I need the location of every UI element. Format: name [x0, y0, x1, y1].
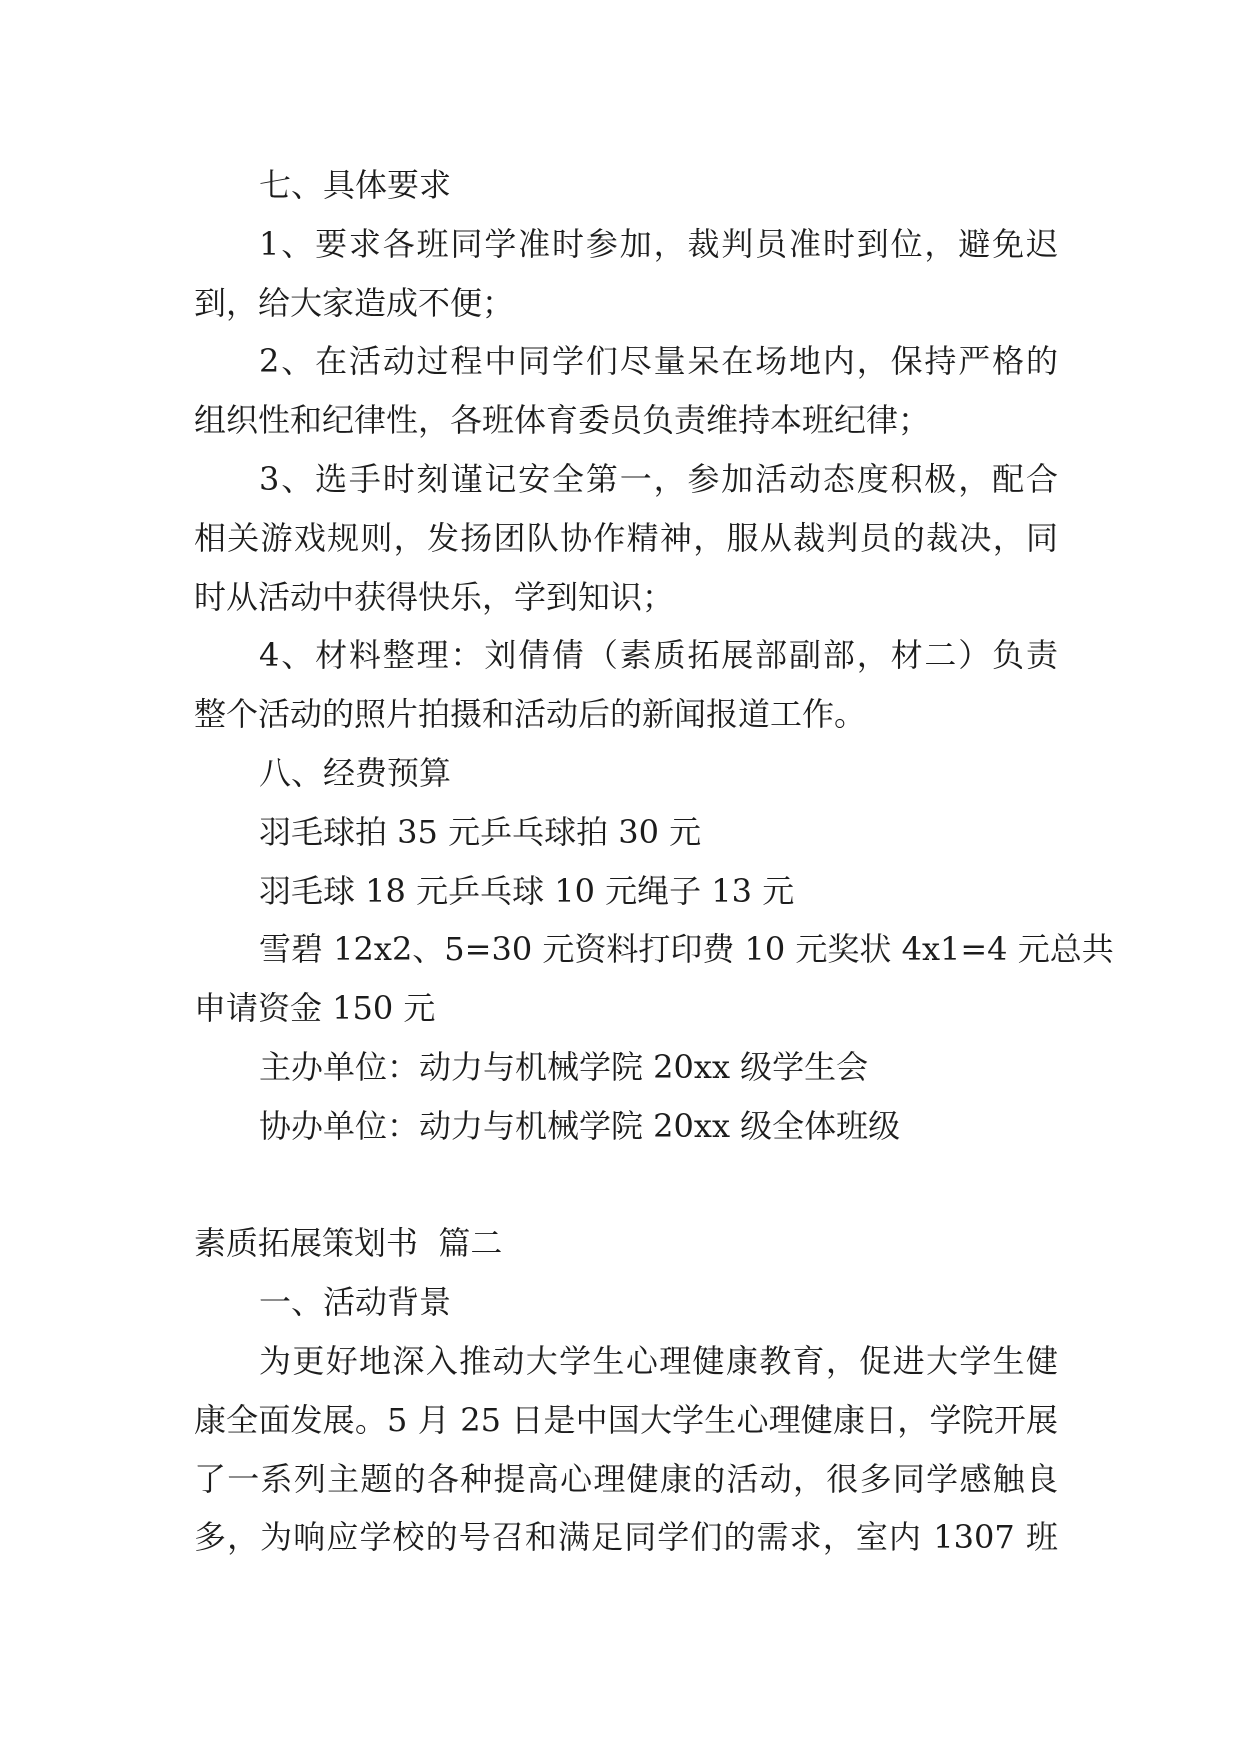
budget-item — [194, 803, 1058, 862]
co-organizer-line: 协办单位：动力与机械学院 20xx 级全体班级 — [259, 1106, 901, 1145]
budget-item — [194, 920, 1114, 1038]
paragraph-line: 2、在活动过程中同学们尽量呆在场地内，保持严格的 — [259, 342, 1058, 381]
document-page — [194, 156, 1114, 1567]
section-gap — [194, 1156, 1058, 1215]
paragraph-line: 为更好地深入推动大学生心理健康教育，促进大学生健 — [259, 1341, 1058, 1380]
paragraph-line: 相关游戏规则，发扬团队协作精神，服从裁判员的裁决，同 — [194, 518, 1058, 557]
budget-item — [194, 862, 1058, 921]
paragraph-line: 组织性和纪律性，各班体育委员负责维持本班纪律； — [194, 401, 931, 440]
paragraph-line: 整个活动的照片拍摄和活动后的新闻报道工作。 — [194, 695, 867, 734]
requirement-item — [194, 215, 1058, 333]
paragraph-line: 多，为响应学校的号召和满足同学们的需求，室内 1307 班 — [194, 1518, 1058, 1557]
paragraph-line: 时从活动中获得快乐，学到知识； — [194, 577, 675, 616]
part-title: 素质拓展策划书 篇二 — [194, 1224, 503, 1263]
background-paragraph — [194, 1332, 1058, 1567]
section-heading-background: 一、活动背景 — [259, 1283, 452, 1322]
paragraph-line: 3、选手时刻谨记安全第一，参加活动态度积极，配合 — [259, 459, 1058, 498]
section-heading-requirements: 七、具体要求 — [259, 166, 452, 204]
paragraph-line: 到，给大家造成不便； — [194, 283, 515, 322]
paragraph-line: 申请资金 150 元 — [194, 989, 436, 1028]
paragraph-line: 了一系列主题的各种提高心理健康的活动，很多同学感触良 — [194, 1459, 1058, 1498]
paragraph-line: 羽毛球 18 元乒乓球 10 元绳子 13 元 — [259, 871, 795, 910]
section-heading-budget: 八、经费预算 — [259, 753, 452, 792]
paragraph-line: 4、材料整理：刘倩倩（素质拓展部副部，材二）负责 — [259, 636, 1058, 675]
paragraph-line: 羽毛球拍 35 元乒乓球拍 30 元 — [259, 812, 702, 851]
organizer-line: 主办单位：动力与机械学院 20xx 级学生会 — [259, 1047, 869, 1086]
requirement-item — [194, 626, 1058, 744]
paragraph-line: 康全面发展。5 月 25 日是中国大学生心理健康日，学院开展 — [194, 1400, 1058, 1439]
paragraph-line: 雪碧 12x2、5=30 元资料打印费 10 元奖状 4x1=4 元总共 — [259, 930, 1114, 969]
requirement-item — [194, 332, 1058, 450]
paragraph-line: 1、要求各班同学准时参加，裁判员准时到位，避免迟 — [259, 224, 1058, 263]
requirement-item — [194, 450, 1058, 626]
